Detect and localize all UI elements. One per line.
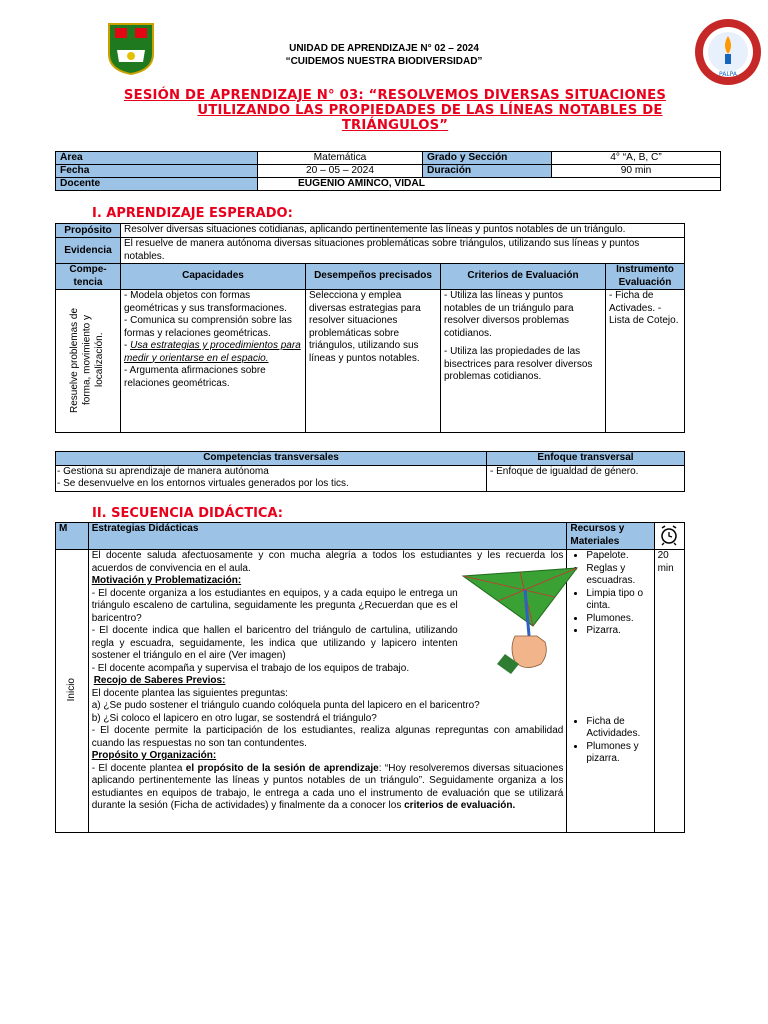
- session-title: SESIÓN DE APRENDIZAJE N° 03: “RESOLVEMOS DIVERSAS SITUACIONES UTILIZANDO LAS PROPIEDADES DE LAS LÍNEAS NOTABLES DE TRIÁNGULOS”: [123, 88, 667, 133]
- sequence-table: [55, 522, 685, 833]
- saberes-title: Recojo de Saberes Previos:: [93, 675, 226, 686]
- phase-label: Inicio: [65, 677, 77, 702]
- learning-table: [55, 223, 685, 433]
- info-table: [55, 151, 721, 191]
- motivacion-title: Motivación y Problematización:: [91, 575, 242, 586]
- duracion-value: 90 min: [552, 165, 721, 178]
- section1-heading: I. APRENDIZAJE ESPERADO:: [92, 206, 293, 221]
- proposito-value: Resolver diversas situaciones cotidianas, aplicando pertinentemente las líneas y puntos notables de un triángulo.: [121, 224, 685, 238]
- grado-value: 4° “A, B, C”: [552, 152, 721, 165]
- criterios-cell: - Utiliza las líneas y puntos notables de un triángulo para resolver diversos problemas cotidianos. - Utiliza las propiedades de las bisectrices para resolver diversos problemas cotidianos.: [441, 290, 606, 433]
- col-m: M: [56, 523, 89, 550]
- proposito-label: Propósito: [56, 224, 121, 238]
- enfoque-value: - Enfoque de igualdad de género.: [487, 465, 685, 491]
- area-value: Matemática: [258, 152, 423, 165]
- evidencia-label: Evidencia: [56, 238, 121, 264]
- triangle-pencil-illustration: [459, 564, 581, 676]
- col-enfoque: Enfoque transversal: [487, 452, 685, 466]
- grado-label: Grado y Sección: [423, 152, 552, 165]
- col-desempenos: Desempeños precisados: [306, 264, 441, 290]
- transversal-items: - Gestiona su aprendizaje de manera autónoma - Se desenvuelve en los entornos virtuales generados por los tics.: [56, 465, 487, 491]
- capacidades-cell: - Modela objetos con formas geométricas y sus transformaciones. - Comunica su comprensión sobre las formas y relaciones geométricas. - Usa estrategias y procedimientos para medir y orientarse en el espacio. - Argumenta afirmaciones sobre relaciones geométricas.: [121, 290, 306, 433]
- col-capacidades: Capacidades: [121, 264, 306, 290]
- duracion-label: Duración: [423, 165, 552, 178]
- svg-text:PALPA: PALPA: [718, 71, 738, 78]
- instrumento-cell: - Ficha de Activades. - Lista de Cotejo.: [606, 290, 685, 433]
- competencia-text: Resuelve problemas de forma, movimiento y localización.: [69, 306, 106, 413]
- estrategias-cell: El docente saluda afectuosamente y con mucha alegría a todos los estudiantes y les recuerda los acuerdos de convivencia en el aula. Motivación y Problematización: - El docente organiza a los estudiantes en equipos, y a cada equipo le entrega un triángulo escaleno de cartulina, seguidamente les pregunta ¿Recuerdan que es el baricentro? - El docente indica que hallen el baricentro del triángulo de cartulina, utilizando regla y escuadra, seguidamente, les indica que utilizando y lapicero intenten sostener el triángulo en el aire (Ver imagen) - El docente acompaña y supervisa el trabajo de los equipos de trabajo. Recojo de Saberes Previos: El docente plantea las siguientes preguntas: a) ¿Se pudo sostener el triángulo cuando colóquela punta del lapicero en el baricentro? b) ¿Si coloco el lapicero en otro lugar, se sostendrá el triángulo? - El docente permite la participación de los estudiantes, realiza algunas repreguntas con amabilidad cuando las respuestas no son tan contundentes. Propósito y Organización: - El docente plantea el propósito de la sesión de aprendizaje: “Hoy resolveremos diversas situaciones aplicando pertinentemente las líneas y puntos notables de un triángulo”. Seguidamente organiza a los estudiantes en equipos de trabajo, le entrega a cada uno el instrumento de evaluación que se utilizará durante la sesión (Ficha de actividades) y finalmente da a conocer los criterios de evaluación.: [88, 550, 567, 833]
- col-estrategias: Estrategias Didácticas: [88, 523, 567, 550]
- docente-label: Docente: [56, 178, 258, 191]
- recursos-list-2: • Ficha de Actividades. • Plumones y pizarra.: [570, 716, 650, 766]
- unit-title: UNIDAD DE APRENDIZAJE N° 02 – 2024: [289, 43, 479, 54]
- col-recursos: Recursos y Materiales: [567, 523, 654, 550]
- competencia-cell: [56, 290, 121, 433]
- evidencia-value: El resuelve de manera autónoma diversas situaciones problemáticas sobre triángulos, utilizando sus líneas y puntos notables.: [121, 238, 685, 264]
- transversal-table: [55, 451, 685, 492]
- unit-header: [0, 42, 768, 68]
- clock-cell: [654, 523, 684, 550]
- proposito-paragraph: - El docente plantea el propósito de la sesión de aprendizaje: “Hoy resolveremos diversas situaciones aplicando pertinentemente las líneas y puntos notables de un triángulo”. Seguidamente organiza a los estudiantes en equipos de trabajo, le entrega a cada uno el instrumento de evaluación que se utilizará durante la sesión (Ficha de actividades) y finalmente da a conocer los criterios de evaluación.: [91, 762, 564, 811]
- desempenos-cell: Selecciona y emplea diversas estrategias para resolver situaciones problemáticas sobre triángulos, utilizando sus líneas y puntos notables.: [306, 290, 441, 433]
- area-label: Área: [56, 152, 258, 165]
- unit-subtitle: “CUIDEMOS NUESTRA BIODIVERSIDAD”: [285, 56, 483, 67]
- phase-cell: [56, 550, 89, 833]
- section2-heading: II. SECUENCIA DIDÁCTICA:: [92, 506, 283, 521]
- fecha-label: Fecha: [56, 165, 258, 178]
- col-instrumento: Instrumento Evaluación: [606, 264, 685, 290]
- time-cell: 20 min: [654, 550, 684, 833]
- alarm-clock-icon: [659, 524, 679, 546]
- col-criterios: Criterios de Evaluación: [441, 264, 606, 290]
- col-competencia: Compe-tencia: [56, 264, 121, 290]
- fecha-value: 20 – 05 – 2024: [258, 165, 423, 178]
- recursos-list-1: • Papelote. • Reglas y escuadras. • Limpia tipo o cinta. • Plumones. • Pizarra.: [570, 550, 650, 638]
- proposito-title: Propósito y Organización:: [91, 750, 217, 761]
- col-comp-transversales: Competencias transversales: [56, 452, 487, 466]
- docente-value: EUGENIO AMINCO, VIDAL: [258, 178, 721, 191]
